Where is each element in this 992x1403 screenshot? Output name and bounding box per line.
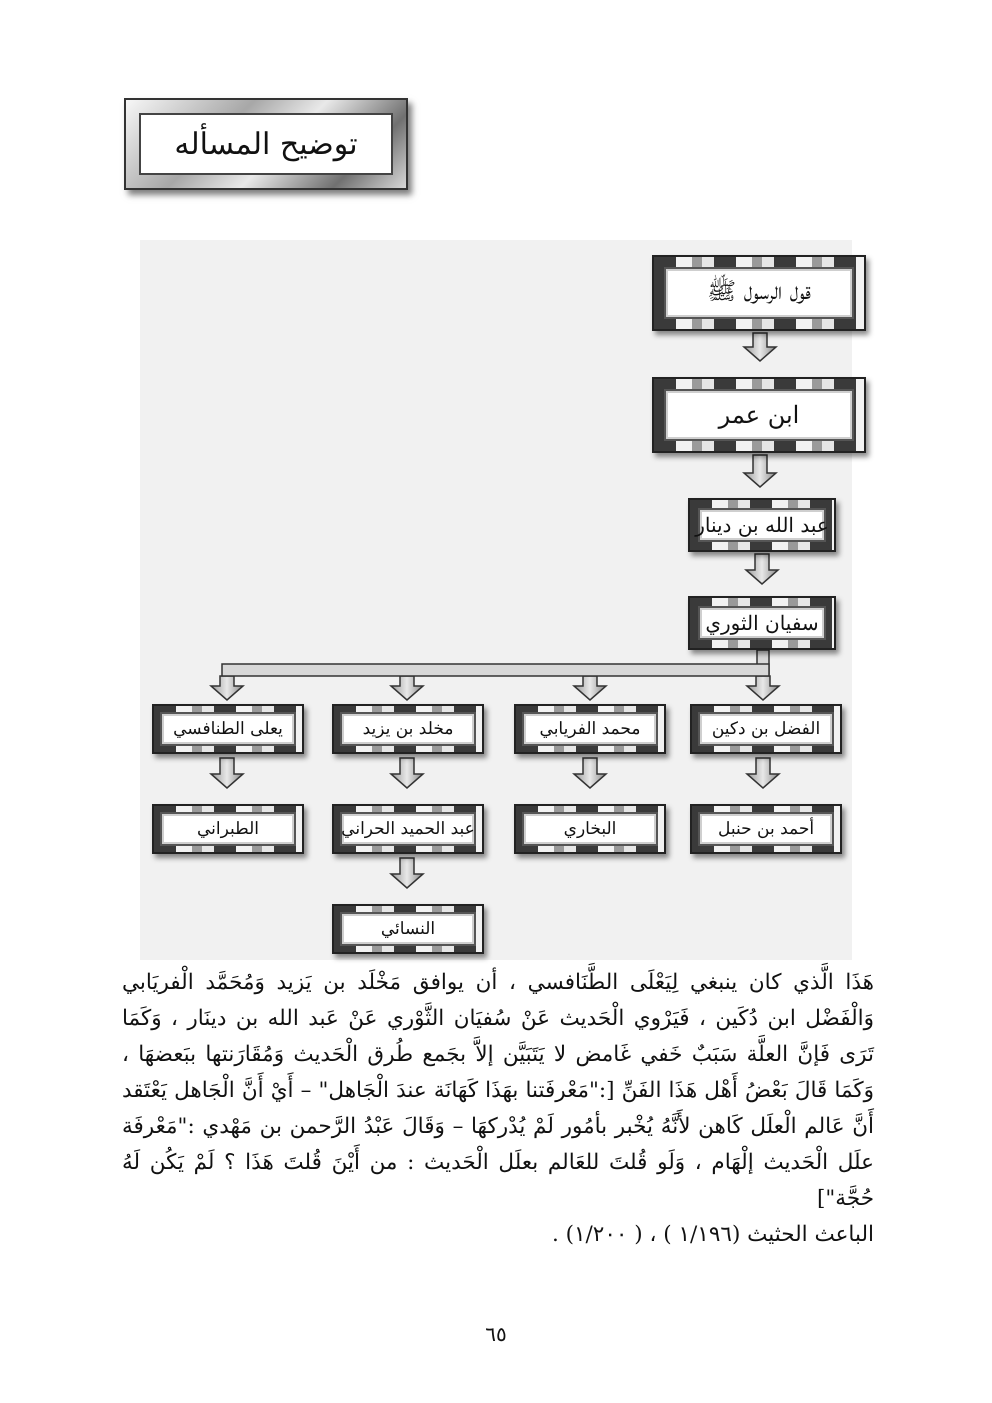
- down-arrow-icon: [744, 333, 776, 361]
- node-nasai: [332, 904, 484, 954]
- down-arrow-icon: [391, 758, 423, 788]
- branch-connector: [222, 650, 769, 676]
- node-makhlad: [332, 704, 484, 754]
- node-harrani-label: عبد الحميد الحراني: [340, 812, 476, 846]
- down-arrow-icon: [391, 676, 423, 700]
- down-arrow-icon: [747, 758, 779, 788]
- node-yala-label: يعلى الطنافسي: [160, 712, 296, 746]
- node-firyabi: [514, 704, 666, 754]
- explanation-paragraph: [122, 965, 874, 1253]
- down-arrow-icon: [574, 676, 606, 700]
- down-arrow-icon: [211, 676, 243, 700]
- down-arrow-icon: [211, 758, 243, 788]
- down-arrow-icon: [747, 676, 779, 700]
- down-arrow-icon: [574, 758, 606, 788]
- node-abdullah-ibn-dinar-label: عبد الله بن دينار: [698, 508, 826, 542]
- node-bukhari: [514, 804, 666, 854]
- node-firyabi-label: محمد الفريابي: [522, 712, 658, 746]
- paragraph-text: هَذَا الَّذي كان ينبغي لِيَعْلَى الطَّنَافسي ، أن يوافق مَخْلَد بن يَزيد وَمُحَمَّد الْفريَابي وَالْفَضْل ابن دُكَين ، فَيَرْوي الْحَديث عَنْ سُفيَان الثَّوْري عَنْ عَبد الله بن دينَار ، وَكَمَا تَرَى فَإنَّ العلَّة سَبَبٌ خَفي غَامض لا يَتَبَيَّن إلاَّ بجَمع طُرق الْحَديث وَمُقَارَنتها ببَعضهَا ، وَكَمَا قَالَ بَعْضُ أَهْل هَذَا الفَنِّ [:"مَعْرفَتنا بهَذَا كَهَانَة عندَ الْجَاهل" – أَيْ أَنَّ الْجَاهل يَعْتَقد أَنَّ عَالم الْعلَل كَاهن لأَنَّهُ يُخْبر بأمُور لَمْ يُدْركهَا – وَقَالَ عَبْدُ الرَّحمن بن مَهْدي :"مَعْرفَة علَل الْحَديث إلْهَام ، وَلَو قُلتَ للعَالم بعلَل الْحَديث : من أَيْنَ قُلتَ هَذَا ؟ لَمْ يَكُن لَهُ حُجَّة"]: [122, 970, 874, 1211]
- node-tabarani: [152, 804, 304, 854]
- node-ahmad-label: أحمد بن حنبل: [698, 812, 834, 846]
- paragraph-reference: الباعث الحثيث (١/١٩٦ ) ، ( ١/٢٠٠) .: [551, 1222, 874, 1247]
- node-fadl: [690, 704, 842, 754]
- down-arrow-icon: [391, 858, 423, 888]
- node-sufyan: [688, 596, 836, 650]
- node-prophet: [652, 255, 866, 331]
- node-makhlad-label: مخلد بن يزيد: [340, 712, 476, 746]
- down-arrow-icon: [746, 554, 778, 584]
- node-bukhari-label: البخاري: [522, 812, 658, 846]
- node-harrani: [332, 804, 484, 854]
- node-prophet-label: قول الرسول ﷺ: [664, 267, 854, 319]
- node-ibn-umar-label: ابن عمر: [664, 389, 854, 441]
- section-title: توضيح المسأله: [139, 113, 393, 175]
- node-ibn-umar: [652, 377, 866, 453]
- node-fadl-label: الفضل بن دكين: [698, 712, 834, 746]
- node-ahmad: [690, 804, 842, 854]
- node-tabarani-label: الطبراني: [160, 812, 296, 846]
- node-nasai-label: النسائي: [340, 912, 476, 946]
- node-sufyan-label: سفيان الثوري: [698, 606, 826, 640]
- node-yala: [152, 704, 304, 754]
- down-arrow-icon: [744, 455, 776, 487]
- page-number: ٦٥: [485, 1322, 507, 1346]
- node-abdullah-ibn-dinar: [688, 498, 836, 552]
